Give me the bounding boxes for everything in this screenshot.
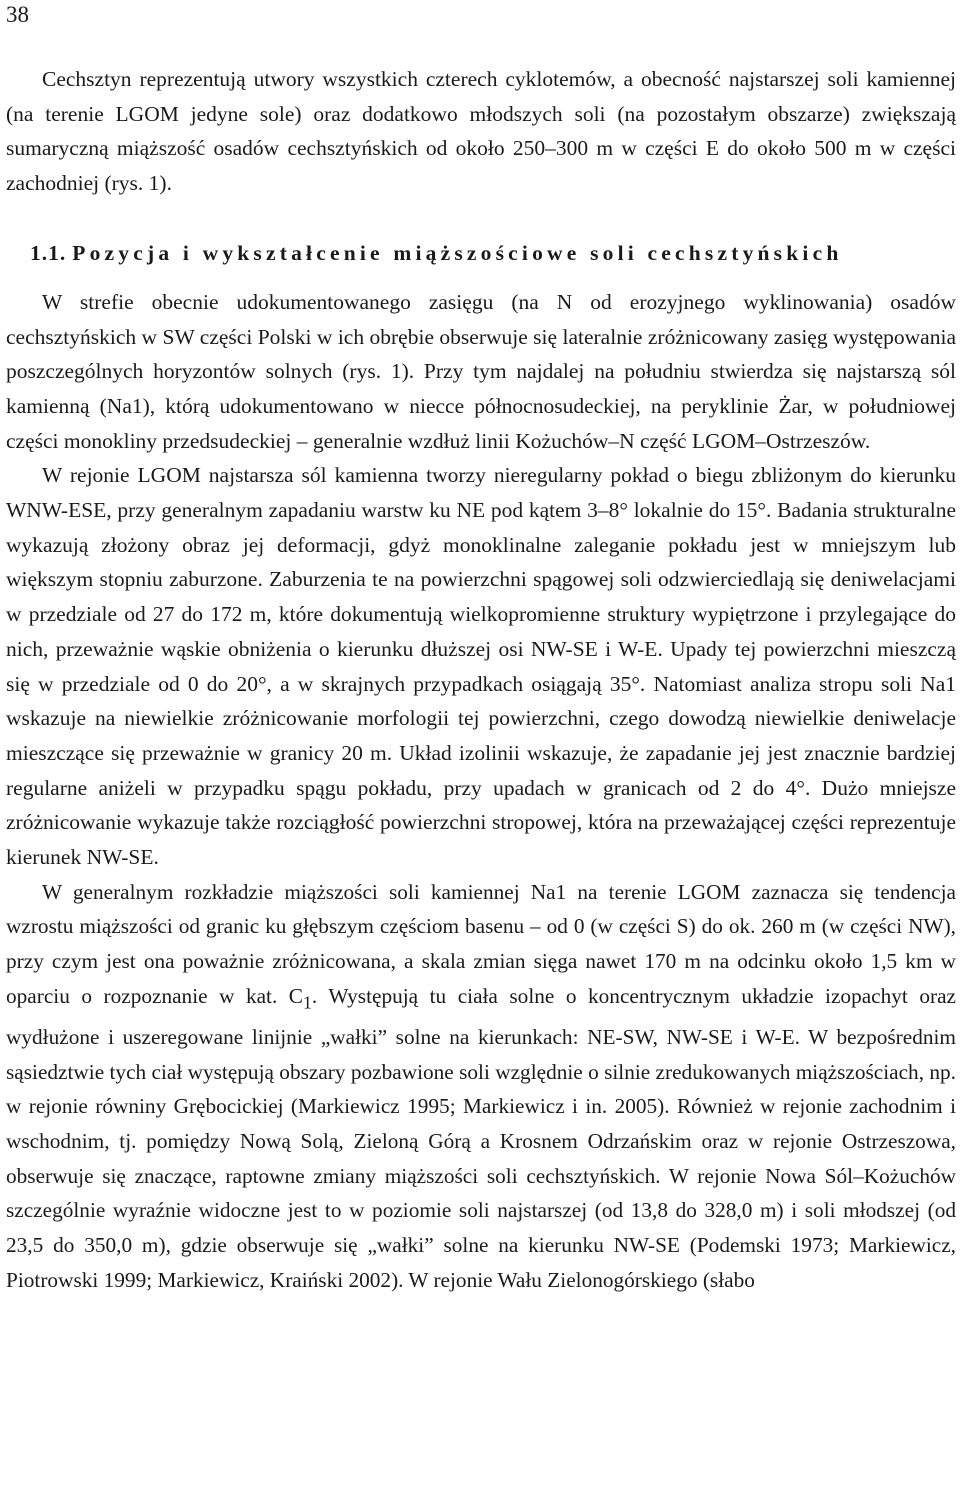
section-heading: [6, 235, 956, 271]
page-content: [6, 62, 956, 1297]
section-number: 1.1.: [30, 240, 67, 265]
body-paragraph: W rejonie LGOM najstarsza sól kamienna tworzy nieregularny pokład o biegu zbliżonym do kierunku WNW-ESE, przy generalnym zapadaniu warstw ku NE pod kątem 3–8° lokalnie do 15°. Badania strukturalne wykazują złożony obraz jej deformacji, gdyż monoklinalne zaleganie pokładu jest w mniejszym lub większym stopniu zaburzone. Zaburzenia te na powierzchni spągowej soli odzwierciedlają się deniwelacjami w przedziale od 27 do 172 m, które dokumentują wielkopromienne struktury wypiętrzone i przylegające do nich, przeważnie wąskie obniżenia o kierunku dłuższej osi NW-SE i W-E. Upady tej powierzchni mieszczą się w przedziale od 0 do 20°, a w skrajnych przypadkach osiągają 35°. Natomiast analiza stropu soli Na1 wskazuje na niewielkie zróżnicowanie morfologii tej powierzchni, czego dowodzą niewielkie deniwelacje mieszczące się przeważnie w granicy 20 m. Układ izolinii wskazuje, że zapadanie jej jest znacznie bardziej regularne aniżeli w przypadku spągu pokładu, przy upadach w granicach od 2 do 4°. Dużo mniejsze zróżnicowanie wykazuje także rozciągłość powierzchni stropowej, która na przeważającej części reprezentuje kierunek NW-SE.: [6, 463, 956, 870]
page-number: 38: [6, 2, 29, 27]
body-paragraph: W strefie obecnie udokumentowanego zasięgu (na N od erozyjnego wyklinowania) osadów cechsztyńskich w SW części Polski w ich obrębie obserwuje się lateralnie zróżnicowany zasięg występowania poszczególnych horyzontów solnych (rys. 1). Przy tym najdalej na południu stwierdza się najstarszą sól kamienną (Na1), którą udokumentowano w niecce północnosudeckiej, na peryklinie Żar, w południowej części monokliny przedsudeckiej – generalnie wzdłuż linii Kożuchów–N część LGOM–Ostrzeszów.: [6, 289, 956, 453]
subscript: 1: [303, 992, 312, 1013]
body-paragraph: [6, 875, 956, 1298]
section-title: Pozycja i wykształcenie miąższościowe soli cechsztyńskich: [72, 240, 843, 265]
paragraph-text: W generalnym rozkładzie miąższości soli kamiennej Na1 na terenie LGOM zaznacza się tendencja wzrostu miąższości od granic ku głębszym częściom basenu – od 0 (w części S) do ok. 260 m (w części NW), przy czym jest ona poważnie zróżnicowana, a skala zmian sięga nawet 170 m na odcinku około 1,5 km w oparciu o rozpoznanie w kat. C: [6, 879, 956, 1008]
paragraph-text: . Występują tu ciała solne o koncentrycznym układzie izopachyt oraz wydłużone i uszeregowane linijnie „wałki” solne na kierunkach: NE-SW, NW-SE i W-E. W bezpośrednim sąsiedztwie tych ciał występują obszary pozbawione soli względnie o silnie zredukowanych miąższościach, np. w rejonie równiny Grębocickiej (Markiewicz 1995; Markiewicz i in. 2005). Również w rejonie zachodnim i wschodnim, tj. pomiędzy Nową Solą, Zieloną Górą a Krosnem Odrzańskim oraz w rejonie Ostrzeszowa, obserwuje się znaczące, raptowne zmiany miąższości soli cechsztyńskich. W rejonie Nowa Sól–Kożuchów szczególnie wyraźnie widoczne jest to w poziomie soli najstarszej (od 13,8 do 328,0 m) i soli młodszej (od 23,5 do 350,0 m), gdzie obserwuje się „wałki” solne na kierunku NW-SE (Podemski 1973; Markiewicz, Piotrowski 1999; Markiewicz, Kraiński 2002). W rejonie Wału Zielonogórskiego (słabo: [6, 983, 956, 1292]
intro-paragraph: Cechsztyn reprezentują utwory wszystkich czterech cyklotemów, a obecność najstarszej soli kamiennej (na terenie LGOM jedyne sole) oraz dodatkowo młodszych soli (na pozostałym obszarze) zwiększają sumaryczną miąższość osadów cechsztyńskich od około 250–300 m w części E do około 500 m w części zachodniej (rys. 1).: [6, 67, 956, 196]
